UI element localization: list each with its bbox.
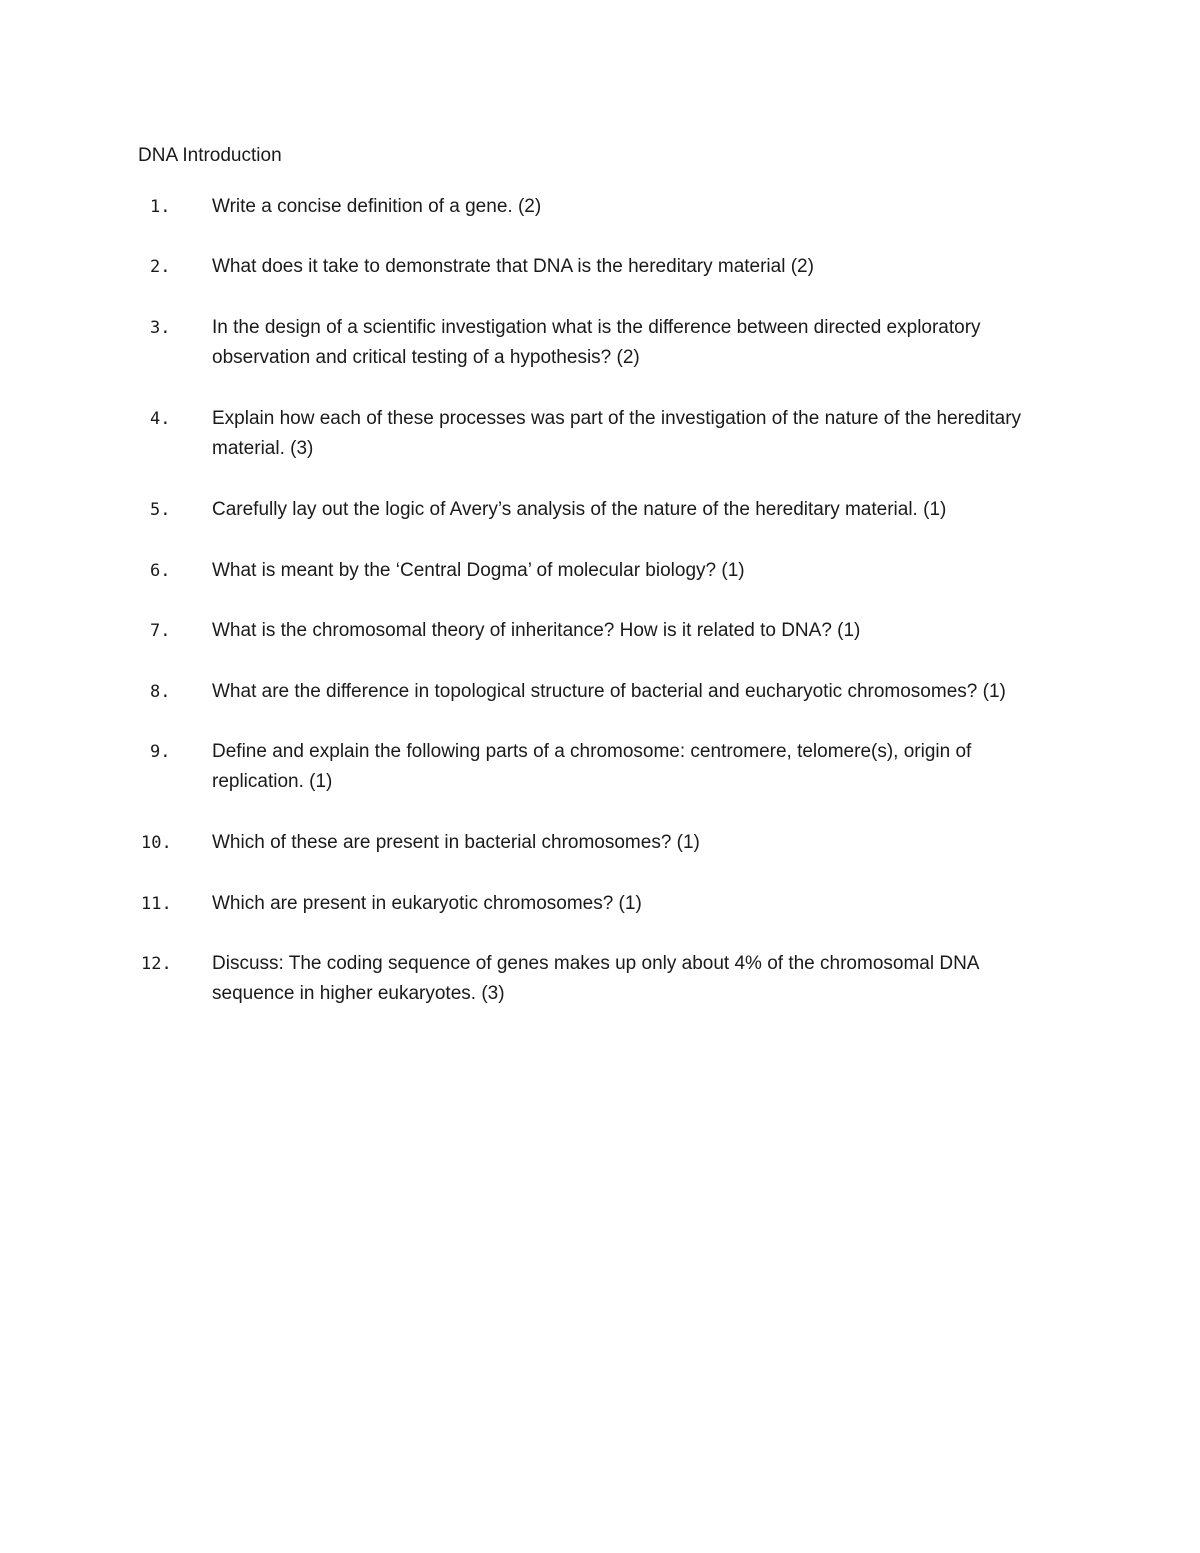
question-text: What is meant by the ‘Central Dogma’ of molecular biology? (1) xyxy=(212,560,745,581)
question-number: 9. xyxy=(150,742,171,762)
question-text: What are the difference in topological structure of bacterial and eucharyotic chromosomes? (1) xyxy=(212,681,1006,702)
question-number: 2. xyxy=(150,257,171,277)
page-title: DNA Introduction xyxy=(138,145,282,166)
question-number: 11. xyxy=(141,894,172,914)
question-number: 7. xyxy=(150,621,171,641)
question-number: 5. xyxy=(150,500,171,520)
question-text: Write a concise definition of a gene. (2) xyxy=(212,196,542,217)
question-text: Which of these are present in bacterial chromosomes? (1) xyxy=(212,832,700,853)
question-number: 6. xyxy=(150,561,171,581)
question-text: Carefully lay out the logic of Avery’s analysis of the nature of the hereditary material. (1) xyxy=(212,499,947,520)
question-text: Explain how each of these processes was part of the investigation of the nature of the hereditary material. (3) xyxy=(212,408,1022,459)
question-number: 3. xyxy=(150,318,171,338)
question-number: 1. xyxy=(150,197,171,217)
question-number: 12. xyxy=(141,954,172,974)
question-number: 4. xyxy=(150,409,171,429)
question-text: In the design of a scientific investigation what is the difference between directed exploratory observation and critical testing of a hypothesis? (2) xyxy=(212,317,981,368)
question-text: Which are present in eukaryotic chromosomes? (1) xyxy=(212,893,642,914)
question-text: Discuss: The coding sequence of genes makes up only about 4% of the chromosomal DNA sequence in higher eukaryotes. (3) xyxy=(212,953,979,1004)
question-text: Define and explain the following parts of a chromosome: centromere, telomere(s), origin of replication. (1) xyxy=(212,741,972,792)
question-text: What is the chromosomal theory of inheritance? How is it related to DNA? (1) xyxy=(212,620,861,641)
question-text: What does it take to demonstrate that DNA is the hereditary material (2) xyxy=(212,256,814,277)
question-number: 10. xyxy=(141,833,172,853)
question-number: 8. xyxy=(150,682,171,702)
